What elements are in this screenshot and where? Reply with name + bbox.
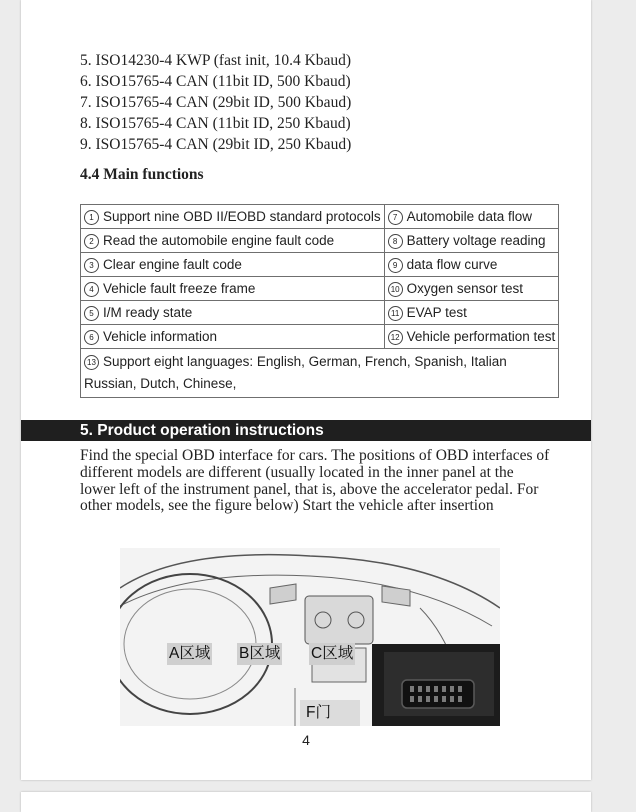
table-cell [81,301,385,325]
section-title-operation: 5. Product operation instructions [80,422,324,439]
table-cell [384,277,559,301]
number-badge: 10 [388,282,403,297]
languages-label: Support eight languages: English, German, French, Spanish, Italian Russian, Dutch, Chinese, [84,354,507,391]
protocol-item: 6. ISO15765-4 CAN (11bit ID, 500 Kbaud) [80,73,351,90]
table-cell [81,277,385,301]
number-badge: 4 [84,282,99,297]
table-row [81,277,559,301]
table-cell [384,229,559,253]
table-row [81,229,559,253]
page-number: 4 [302,732,310,748]
function-label: data flow curve [406,256,498,272]
number-badge: 1 [84,210,99,225]
number-badge: 5 [84,306,99,321]
function-label: Read the automobile engine fault code [103,232,335,248]
number-badge: 13 [84,355,99,370]
dashboard-illustration [120,548,500,726]
function-label: Vehicle fault freeze frame [103,280,256,296]
table-cell-languages [81,349,559,398]
function-label: Vehicle performation test [406,328,556,344]
function-label: Battery voltage reading [406,232,546,248]
section-banner [21,420,591,441]
table-cell [81,205,385,229]
protocol-item: 5. ISO14230-4 KWP (fast init, 10.4 Kbaud) [80,52,352,69]
number-badge: 7 [388,210,403,225]
table-cell [384,253,559,277]
table-cell [384,205,559,229]
zone-b-label: B区域 [237,643,282,665]
number-badge: 3 [84,258,99,273]
next-page-edge [21,792,591,812]
number-badge: 2 [84,234,99,249]
function-label: EVAP test [406,304,467,320]
zone-c-label: C区域 [309,643,355,665]
manual-page [21,0,591,780]
table-row [81,301,559,325]
table-cell [81,253,385,277]
protocol-item: 9. ISO15765-4 CAN (29bit ID, 250 Kbaud) [80,136,352,153]
instructions-paragraph: Find the special OBD interface for cars. The positions of OBD interfaces of different models are different (usually located in the inner panel at the lower left of the instrument panel, that is, above the accelerator pedal. For other models, see the figure below) Start the vehicle after insertion [80,447,550,515]
obd-location-photo [120,548,500,726]
protocol-item: 8. ISO15765-4 CAN (11bit ID, 250 Kbaud) [80,115,351,132]
function-label: Vehicle information [103,328,218,344]
table-cell [81,229,385,253]
zone-d-label: F门 [306,704,331,721]
main-functions-table [80,204,559,398]
table-row [81,325,559,349]
function-label: Oxygen sensor test [406,280,523,296]
number-badge: 8 [388,234,403,249]
function-label: I/M ready state [103,304,193,320]
number-badge: 6 [84,330,99,345]
table-row [81,349,559,398]
protocol-item: 7. ISO15765-4 CAN (29bit ID, 500 Kbaud) [80,94,352,111]
number-badge: 9 [388,258,403,273]
protocol-list [80,50,351,155]
table-cell [384,301,559,325]
number-badge: 11 [388,306,403,321]
zone-a-label: A区域 [167,643,212,665]
table-row [81,253,559,277]
function-label: Automobile data flow [406,208,532,224]
function-label: Support nine OBD II/EOBD standard protocols [103,208,381,224]
function-label: Clear engine fault code [103,256,242,272]
table-cell [384,325,559,349]
number-badge: 12 [388,330,403,345]
table-cell [81,325,385,349]
table-row [81,205,559,229]
section-title-main-functions: 4.4 Main functions [80,166,204,183]
